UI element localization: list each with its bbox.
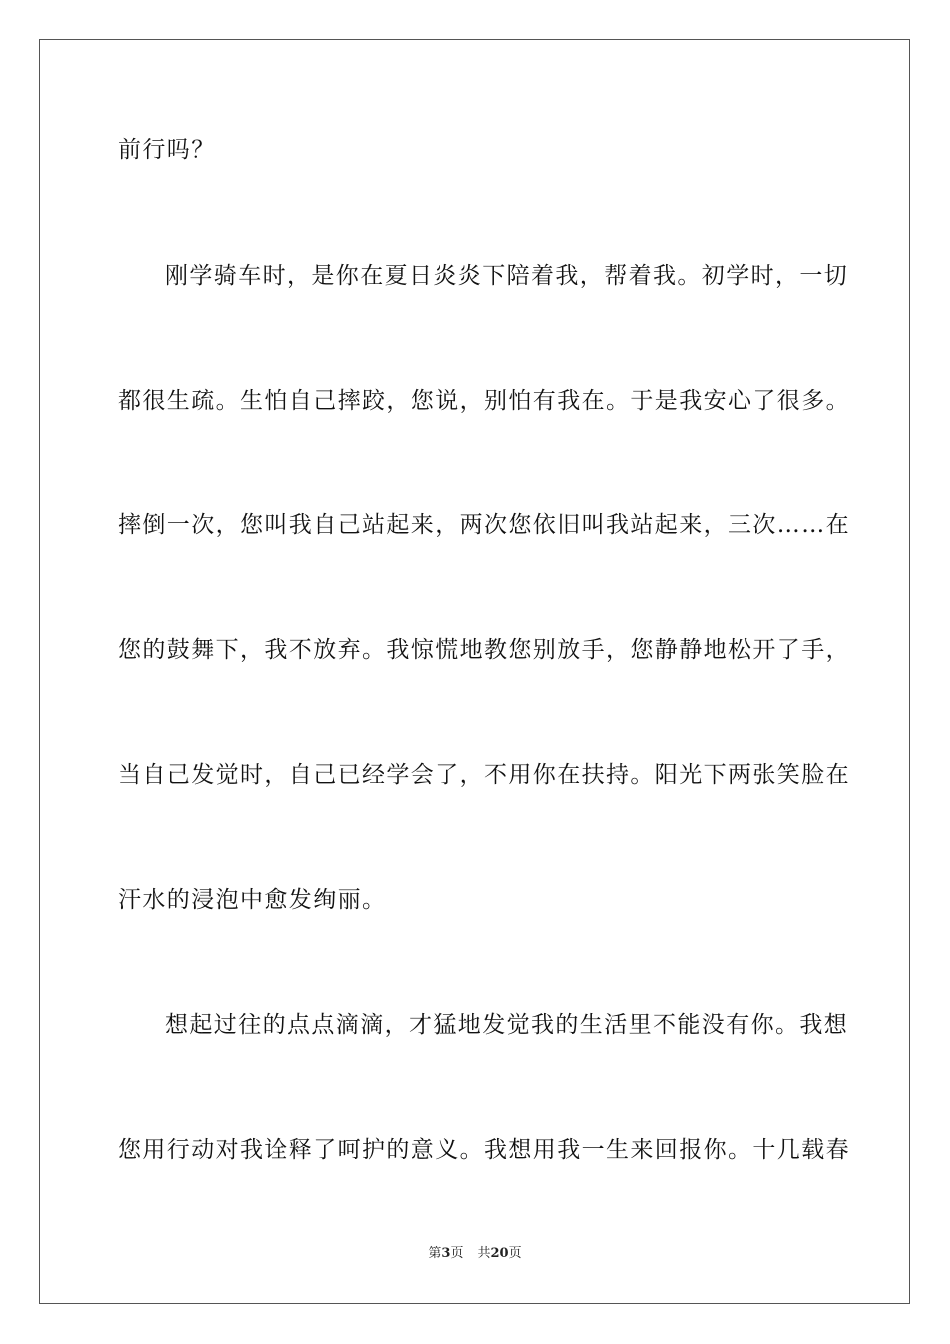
page-number: 3: [441, 1246, 451, 1261]
text-line: 摔倒一次，您叫我自己站起来，两次您依旧叫我站起来，三次……在: [118, 512, 850, 538]
page-footer: [0, 1245, 950, 1263]
total-prefix: 共: [477, 1246, 491, 1261]
text-line: 刚学骑车时，是你在夏日炎炎下陪着我，帮着我。初学时，一切: [165, 263, 849, 289]
page-frame: [39, 39, 910, 1304]
text-line: 想起过往的点点滴滴，才猛地发觉我的生活里不能没有你。我想: [165, 1012, 849, 1038]
page-prefix: 第: [428, 1246, 442, 1261]
total-pages: 20: [490, 1246, 509, 1261]
page-suffix: 页: [450, 1246, 464, 1261]
text-line: 都很生疏。生怕自己摔跤，您说，别怕有我在。于是我安心了很多。: [118, 388, 850, 414]
text-line: 当自己发觉时，自己已经学会了，不用你在扶持。阳光下两张笑脸在: [118, 762, 850, 788]
text-line: 前行吗？: [118, 137, 216, 163]
text-line: 您用行动对我诠释了呵护的意义。我想用我一生来回报你。十几载春: [118, 1137, 850, 1163]
text-line: 汗水的浸泡中愈发绚丽。: [118, 887, 387, 913]
total-suffix: 页: [508, 1246, 522, 1261]
text-line: 您的鼓舞下，我不放弃。我惊慌地教您别放手，您静静地松开了手，: [118, 637, 850, 663]
